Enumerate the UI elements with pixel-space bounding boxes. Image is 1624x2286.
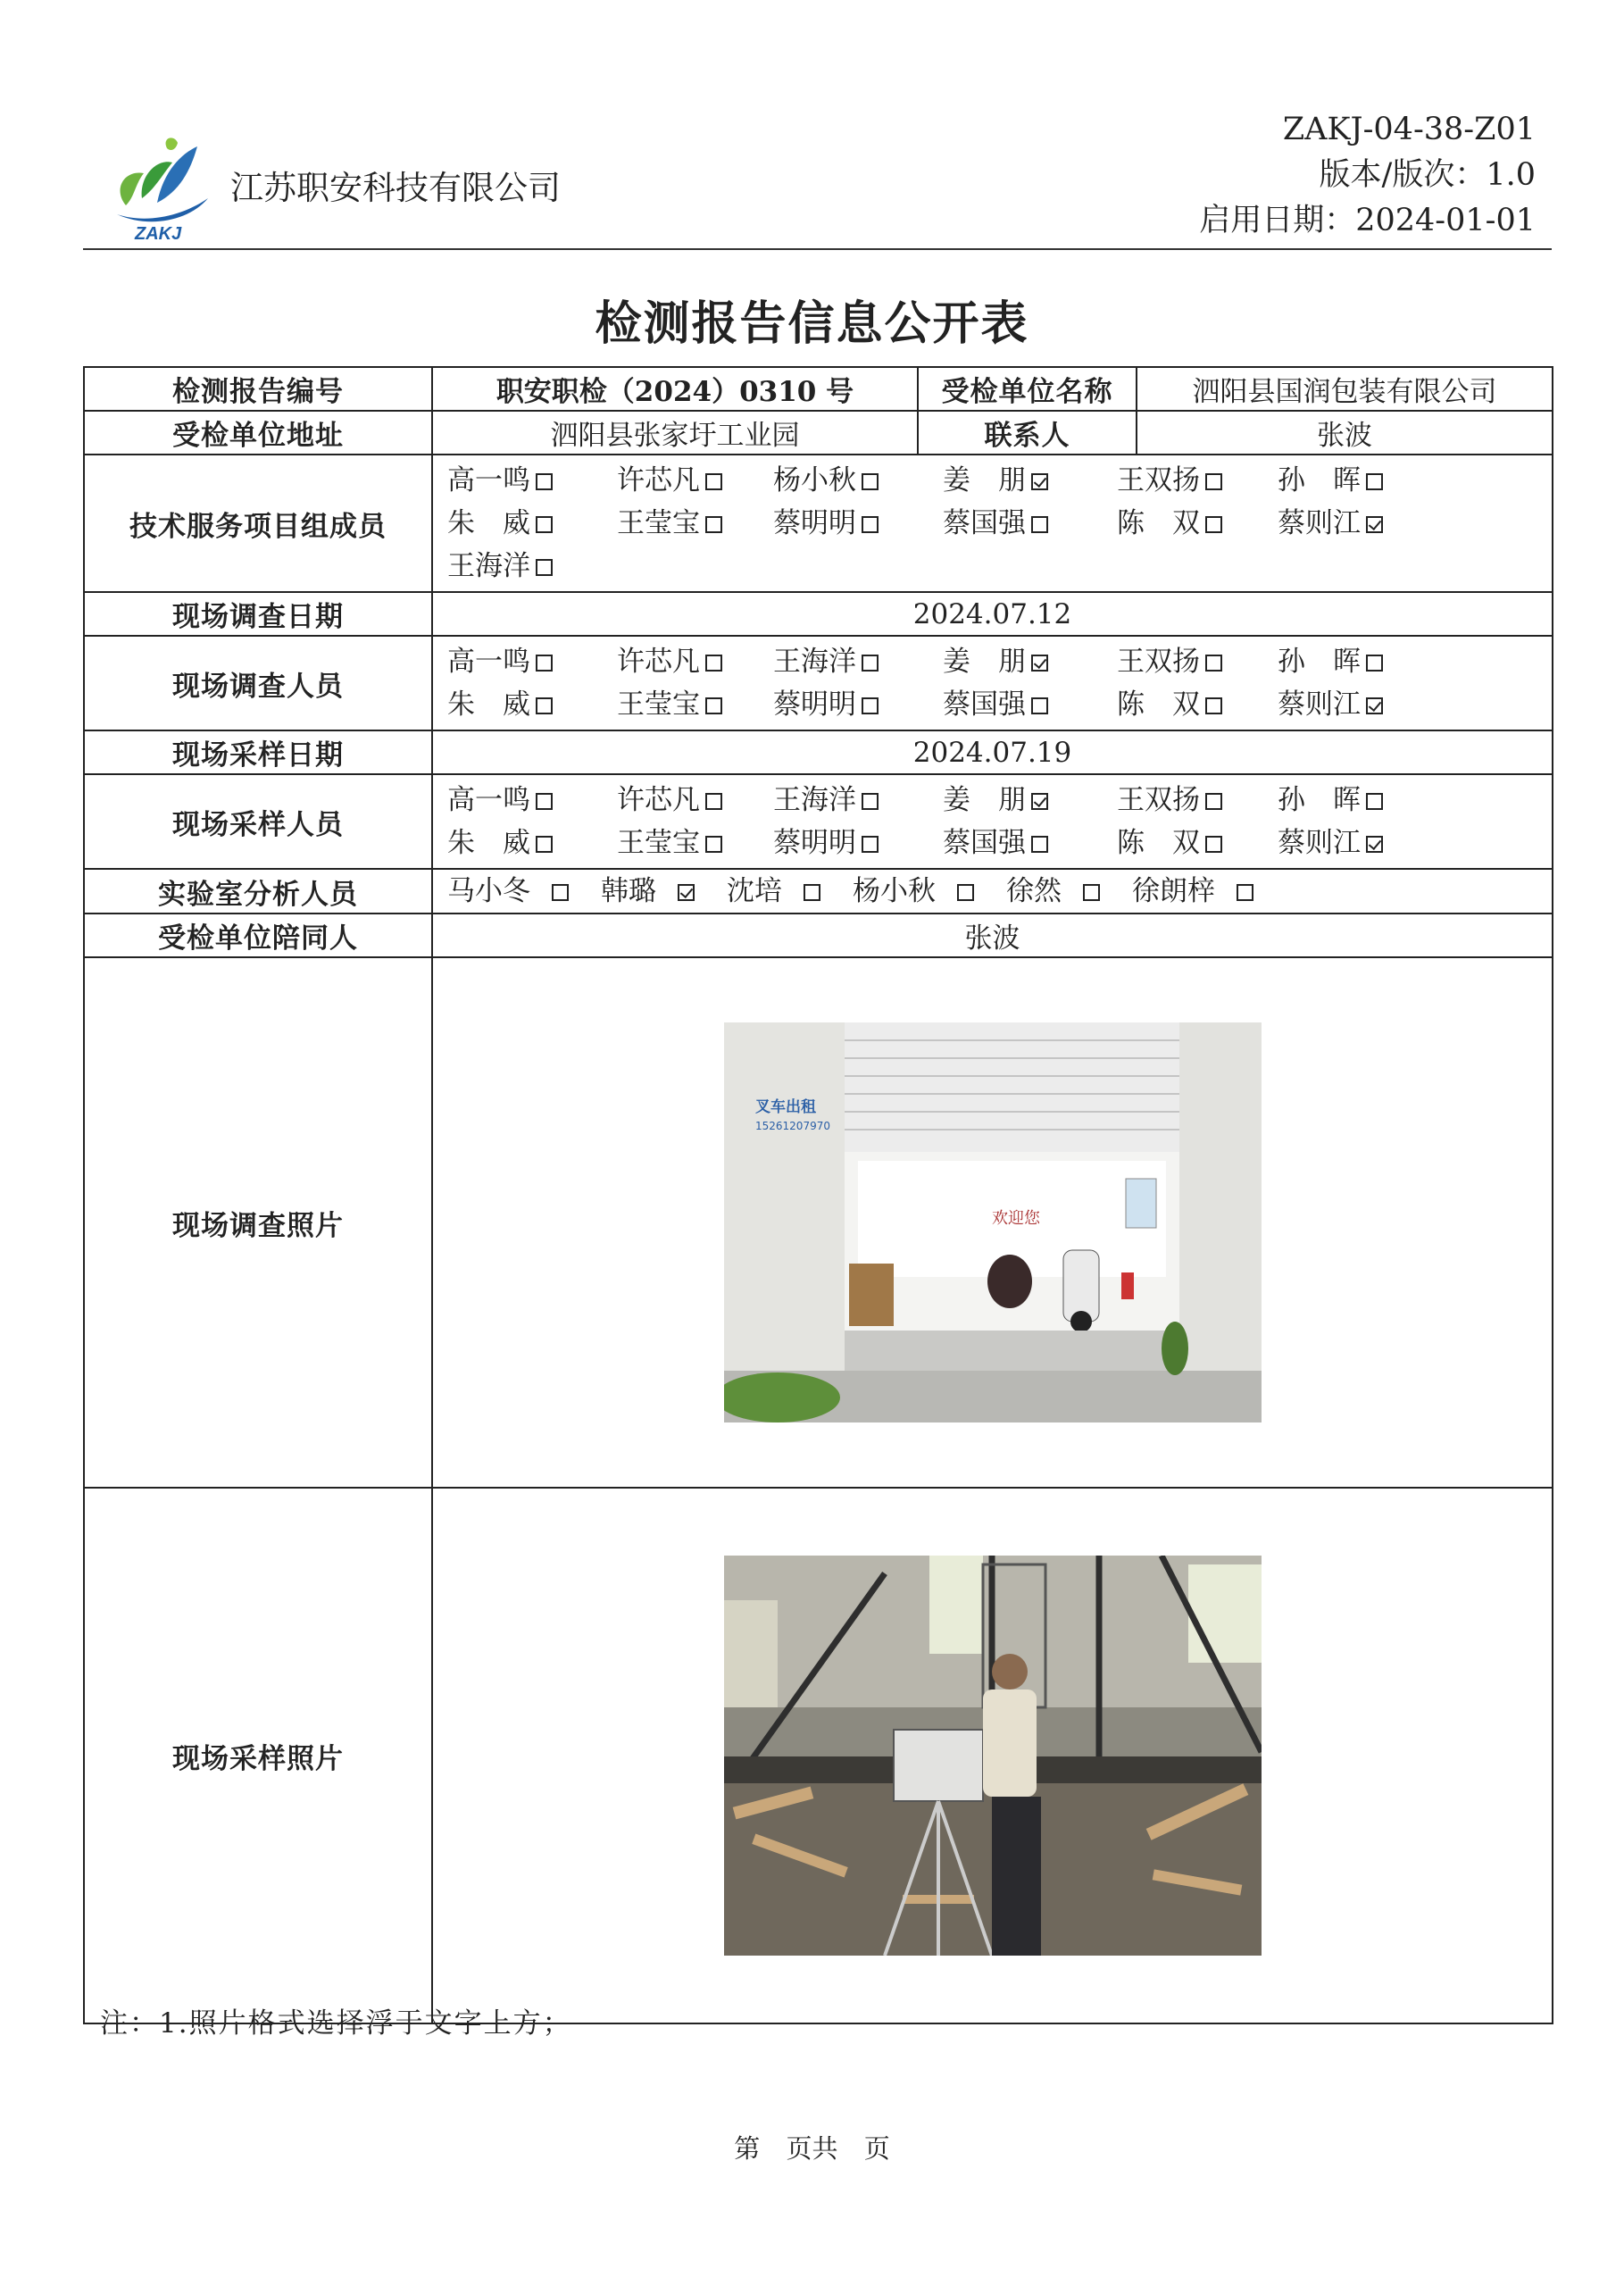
svg-text:ZAKJ: ZAKJ (135, 224, 182, 241)
staff-entry (943, 640, 1117, 683)
staff-name: 蔡明明 (773, 688, 856, 721)
survey-staff-grid (433, 637, 1552, 730)
survey-photo (724, 1022, 1262, 1422)
row-sampling-staff (84, 774, 1553, 869)
staff-name: 许芯凡 (617, 464, 700, 496)
unchecked-checkbox[interactable] (957, 884, 974, 901)
unchecked-checkbox[interactable] (862, 697, 879, 714)
staff-entry (447, 640, 617, 683)
address-label: 受检单位地址 (84, 411, 432, 455)
unchecked-checkbox[interactable] (1237, 884, 1253, 901)
staff-entry (447, 822, 617, 864)
staff-entry (853, 875, 990, 907)
staff-name: 孙 晖 (1278, 646, 1361, 678)
staff-name: 王海洋 (773, 646, 856, 678)
staff-name: 王双扬 (1117, 784, 1200, 816)
staff-name: 许芯凡 (617, 784, 700, 816)
staff-entry (1278, 459, 1438, 502)
row-lab-staff (84, 869, 1553, 914)
staff-name: 姜 朋 (943, 464, 1026, 496)
staff-entry (773, 502, 943, 545)
unchecked-checkbox[interactable] (862, 836, 879, 853)
checked-checkbox[interactable] (1031, 473, 1048, 490)
staff-entry (1117, 822, 1278, 864)
staff-name: 杨小秋 (773, 464, 856, 496)
checked-checkbox[interactable] (1366, 697, 1383, 714)
staff-entry (1278, 779, 1438, 822)
unchecked-checkbox[interactable] (536, 516, 553, 533)
unchecked-checkbox[interactable] (1083, 884, 1100, 901)
staff-name: 高一鸣 (447, 464, 530, 496)
info-table (83, 366, 1553, 2024)
svg-text:15261207970: 15261207970 (754, 1120, 830, 1132)
contact-value: 张波 (1137, 411, 1553, 455)
staff-name: 马小冬 (447, 875, 530, 907)
staff-name: 王双扬 (1117, 464, 1200, 496)
lab-staff-label: 实验室分析人员 (84, 869, 432, 914)
team-label: 技术服务项目组成员 (84, 455, 432, 592)
staff-name: 韩璐 (601, 875, 656, 907)
staff-entry (601, 875, 711, 907)
staff-entry (617, 459, 773, 502)
staff-name: 高一鸣 (447, 646, 530, 678)
staff-entry (1278, 822, 1438, 864)
staff-entry (773, 640, 943, 683)
staff-entry (727, 875, 837, 907)
row-escort (84, 914, 1553, 957)
sampling-photo-cell (432, 1488, 1553, 2023)
staff-entry (943, 459, 1117, 502)
staff-name: 姜 朋 (943, 646, 1026, 678)
staff-entry (1117, 779, 1278, 822)
sampling-staff-list (432, 774, 1553, 869)
doc-version: 版本/版次：1.0 (1319, 157, 1536, 193)
staff-name: 朱 威 (447, 827, 530, 859)
unchecked-checkbox[interactable] (552, 884, 569, 901)
staff-entry (773, 683, 943, 726)
row-survey-date (84, 592, 1553, 636)
team-grid (433, 455, 1552, 591)
staff-name: 高一鸣 (447, 784, 530, 816)
staff-entry (1006, 875, 1116, 907)
unchecked-checkbox[interactable] (536, 836, 553, 853)
unchecked-checkbox[interactable] (1205, 793, 1222, 810)
sampling-staff-grid (433, 775, 1552, 868)
team-list (432, 455, 1553, 592)
address-value: 泗阳县张家圩工业园 (432, 411, 918, 455)
unchecked-checkbox[interactable] (862, 655, 879, 672)
unchecked-checkbox[interactable] (1205, 473, 1222, 490)
staff-entry (773, 779, 943, 822)
survey-date-value: 2024.07.12 (432, 592, 1553, 636)
staff-entry (943, 683, 1117, 726)
staff-name: 王双扬 (1117, 646, 1200, 678)
unchecked-checkbox[interactable] (804, 884, 820, 901)
row-sampling-date (84, 730, 1553, 774)
staff-name: 蔡则江 (1278, 827, 1361, 859)
svg-text:叉车出租: 叉车出租 (754, 1098, 816, 1116)
staff-name: 蔡明明 (773, 827, 856, 859)
staff-entry (1278, 683, 1438, 726)
unchecked-checkbox[interactable] (705, 793, 722, 810)
unchecked-checkbox[interactable] (705, 836, 722, 853)
footnote: 注：1.照片格式选择浮于文字上方； (100, 2007, 572, 2040)
survey-photo-cell (432, 957, 1553, 1488)
unchecked-checkbox[interactable] (1205, 697, 1222, 714)
staff-name: 蔡则江 (1278, 507, 1361, 539)
svg-text:欢迎您: 欢迎您 (991, 1209, 1040, 1228)
escort-label: 受检单位陪同人 (84, 914, 432, 957)
staff-name: 朱 威 (447, 507, 530, 539)
staff-entry (617, 640, 773, 683)
staff-name: 王莹宝 (617, 507, 700, 539)
unchecked-checkbox[interactable] (1205, 655, 1222, 672)
staff-name: 蔡明明 (773, 507, 856, 539)
staff-name: 陈 双 (1117, 507, 1200, 539)
sampling-date-label: 现场采样日期 (84, 730, 432, 774)
staff-name: 王海洋 (447, 550, 530, 582)
staff-name: 徐然 (1006, 875, 1062, 907)
staff-name: 徐朗梓 (1132, 875, 1215, 907)
survey-staff-list (432, 636, 1553, 730)
row-survey-photo (84, 957, 1553, 1488)
row-survey-staff (84, 636, 1553, 730)
staff-entry (1117, 459, 1278, 502)
staff-name: 王莹宝 (617, 688, 700, 721)
lab-staff-inline (433, 870, 1552, 913)
unchecked-checkbox[interactable] (705, 697, 722, 714)
staff-entry (447, 545, 617, 588)
page-number (0, 2129, 1624, 2165)
page-suffix: 页 (863, 2133, 890, 2164)
staff-entry (447, 459, 617, 502)
escort-value: 张波 (432, 914, 1553, 957)
staff-entry (447, 502, 617, 545)
unchecked-checkbox[interactable] (536, 655, 553, 672)
unchecked-checkbox[interactable] (1205, 516, 1222, 533)
staff-name: 孙 晖 (1278, 464, 1361, 496)
staff-name: 朱 威 (447, 688, 530, 721)
unit-name-value: 泗阳县国润包装有限公司 (1137, 367, 1553, 411)
staff-entry (617, 779, 773, 822)
page-title: 检测报告信息公开表 (595, 296, 1029, 351)
staff-entry (617, 683, 773, 726)
unchecked-checkbox[interactable] (705, 516, 722, 533)
unchecked-checkbox[interactable] (862, 516, 879, 533)
unchecked-checkbox[interactable] (705, 655, 722, 672)
staff-name: 蔡国强 (943, 827, 1026, 859)
staff-entry (1117, 640, 1278, 683)
staff-entry (447, 683, 617, 726)
report-no-label: 检测报告编号 (84, 367, 432, 411)
staff-name: 陈 双 (1117, 827, 1200, 859)
staff-entry (1278, 640, 1438, 683)
staff-name: 蔡则江 (1278, 688, 1361, 721)
staff-name: 孙 晖 (1278, 784, 1361, 816)
sampling-photo (724, 1556, 1262, 1956)
unchecked-checkbox[interactable] (705, 473, 722, 490)
checked-checkbox[interactable] (1031, 793, 1048, 810)
company-logo (108, 136, 215, 241)
staff-name: 杨小秋 (853, 875, 936, 907)
sampling-date-value: 2024.07.19 (432, 730, 1553, 774)
row-sampling-photo (84, 1488, 1553, 2023)
survey-date-label: 现场调查日期 (84, 592, 432, 636)
staff-entry (943, 779, 1117, 822)
doc-code: ZAKJ-04-38-Z01 (1282, 112, 1536, 147)
unchecked-checkbox[interactable] (862, 473, 879, 490)
staff-name: 许芯凡 (617, 646, 700, 678)
page-header (83, 107, 1552, 250)
staff-name: 蔡国强 (943, 688, 1026, 721)
staff-name: 姜 朋 (943, 784, 1026, 816)
page-middle: 页共 (786, 2133, 838, 2164)
unchecked-checkbox[interactable] (536, 697, 553, 714)
lab-staff-list (432, 869, 1553, 914)
staff-name: 王莹宝 (617, 827, 700, 859)
staff-name: 王海洋 (773, 784, 856, 816)
unchecked-checkbox[interactable] (1031, 836, 1048, 853)
staff-entry (617, 502, 773, 545)
row-report-no (84, 367, 1553, 411)
staff-entry (943, 502, 1117, 545)
contact-label: 联系人 (918, 411, 1137, 455)
unchecked-checkbox[interactable] (1031, 697, 1048, 714)
doc-meta (1199, 107, 1536, 244)
staff-name: 蔡国强 (943, 507, 1026, 539)
unchecked-checkbox[interactable] (1366, 655, 1383, 672)
unchecked-checkbox[interactable] (1031, 516, 1048, 533)
staff-entry (773, 459, 943, 502)
report-no-value: 职安职检（2024）0310 号 (432, 367, 918, 411)
unchecked-checkbox[interactable] (1366, 793, 1383, 810)
survey-photo-label: 现场调查照片 (84, 957, 432, 1488)
unchecked-checkbox[interactable] (536, 793, 553, 810)
staff-entry (1117, 502, 1278, 545)
unchecked-checkbox[interactable] (536, 473, 553, 490)
checked-checkbox[interactable] (1366, 836, 1383, 853)
sampling-staff-label: 现场采样人员 (84, 774, 432, 869)
checked-checkbox[interactable] (1366, 516, 1383, 533)
staff-entry (447, 779, 617, 822)
staff-entry (943, 822, 1117, 864)
staff-entry (1132, 875, 1270, 907)
unit-name-label: 受检单位名称 (918, 367, 1137, 411)
unchecked-checkbox[interactable] (1366, 473, 1383, 490)
sampling-photo-label: 现场采样照片 (84, 1488, 432, 2023)
staff-entry (1117, 683, 1278, 726)
unchecked-checkbox[interactable] (1205, 836, 1222, 853)
checked-checkbox[interactable] (678, 884, 695, 901)
staff-name: 沈培 (727, 875, 782, 907)
staff-entry (617, 822, 773, 864)
checked-checkbox[interactable] (1031, 655, 1048, 672)
unchecked-checkbox[interactable] (862, 793, 879, 810)
survey-staff-label: 现场调查人员 (84, 636, 432, 730)
page-prefix: 第 (734, 2133, 761, 2164)
staff-entry (1278, 502, 1438, 545)
row-team (84, 455, 1553, 592)
staff-name: 陈 双 (1117, 688, 1200, 721)
unchecked-checkbox[interactable] (536, 559, 553, 576)
row-address (84, 411, 1553, 455)
company-name: 江苏职安科技有限公司 (230, 169, 561, 207)
staff-entry (773, 822, 943, 864)
staff-entry (447, 875, 585, 907)
doc-effective-date: 启用日期：2024-01-01 (1199, 203, 1536, 238)
